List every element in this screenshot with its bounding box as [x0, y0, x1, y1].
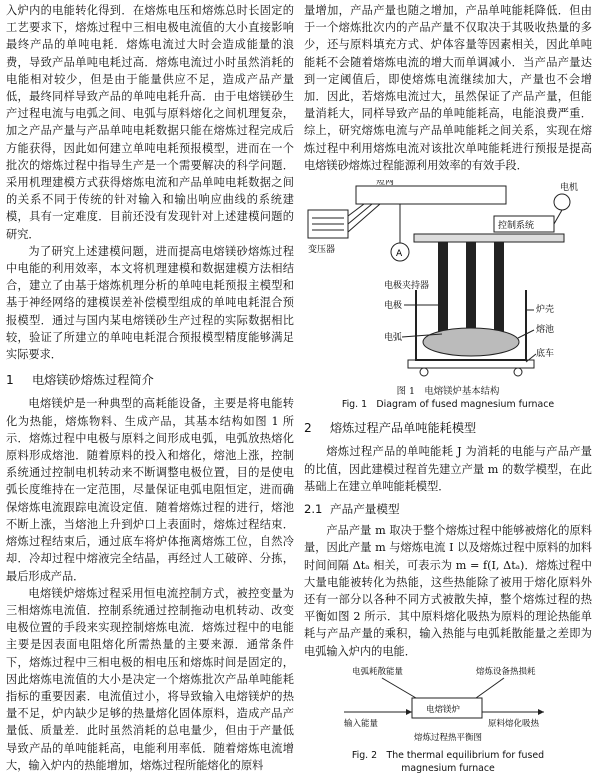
electrode-2	[466, 242, 476, 342]
figure-1	[304, 180, 592, 411]
paragraph-research-work: 为了研究上述建模问题，进而提高电熔镁砂熔炼过程中电能的利用效率，本文将机理建模和数据建模方法相结合，建立了由基于熔炼机理分析的单吨电耗预报主模型和基于神经网络的建模误差补偿模型组成的单吨电耗混合预报模型．通过与国内某电熔镁砂生产过程的实际数据相比较，验证了所建立的单吨电耗混合预报模型精度能够满足实际要求．	[6, 244, 294, 362]
right-column	[304, 2, 592, 775]
paragraph-furnace-intro: 电熔镁炉是一种典型的高耗能设备，主要是将电能转化为热能，熔炼物料、生成产品，其基本结构如图 1 所示．熔炼过程中电极与原料之间形成电弧，电弧放热熔化原料形成熔池．随着原料的投入和熔化，熔池上涨，控制系统通过控制电机转动来不断调整电极位置，目的是使电弧长度维持在一定范围，尽量保证电弧电阻恒定，进而确保熔炼电流跟踪电流设定值．随着熔炼过程的进行，熔池不断上涨，当熔池上升到炉口上表面时，熔炼过程结束．熔炼过程结束后，通过底车将炉体拖离熔炼工位，自然冷却．冷却过程中熔液完全结晶，再经过人工破碎、分拣，最后形成产品．	[6, 397, 294, 583]
section-2-1-heading	[304, 501, 592, 518]
label-clamp: 电极夹持器	[384, 281, 430, 292]
label-car: 底车	[536, 349, 555, 360]
figure-2-caption-en-1: Fig. 2 The thermal equilibrium for fused	[351, 750, 545, 762]
thermal-balance-diagram	[304, 664, 592, 744]
figure-2-inner-title: 熔炼过程热平衡图	[414, 732, 483, 743]
motor-icon	[554, 194, 570, 210]
short-network-frame	[356, 186, 506, 204]
section-2-1-title: 产品产量模型	[330, 502, 400, 517]
section-2-number: 2	[304, 421, 312, 436]
paragraph-control: 电熔镁炉熔炼过程采用恒电流控制方式，被控变量为三相熔炼电流值．控制系统通过控制拖动电机转动、改变电极位置的手段来实现控制熔炼电流．熔炼过程中的电能主要是因表面电阻熔化所需热量的主要来源．通常条件下，熔炼过程中三相电极的相电压和熔炼时间是固定的，因此熔炼电流值的大小是决定一个熔炼批次产品单吨能耗指标的重要因素．电流值过小，将导致输入电熔镁炉的热量不足，炉内缺少足够的热量熔化固体原料，造成产品产量低、质量差．此时虽然消耗的总电量少，但由于产量低导致产品的单吨能耗高，电能利用率低．随着熔炼电流增大，输入炉内的热能增加，熔炼过程所能熔化的原料	[6, 586, 294, 772]
label-equip-loss: 熔炼设备热损耗	[476, 666, 536, 677]
label-electrode: 电极	[384, 301, 403, 312]
label-arc-loss: 电弧耗散能量	[352, 666, 404, 677]
paragraph-intro-continued: 入炉内的电能转化得到．在熔炼电压和熔炼总时长固定的工艺要求下，熔炼过程中三相电极电流值的大小直接影响最终产品的单吨电耗．熔炼电流过大时会造成能量的浪费，导致产品单吨电耗过高．熔炼电流过小时虽然消耗的电能相对较少，但是由于能量供应不足，造成产品产量低，最终同样导致产品的单吨电耗升高．由于电熔镁砂生产过程电流与电弧之间、电弧与原料熔化之间机理复杂，加之产品产量与产品单吨电耗数据只能在熔炼过程完成后方能获得，因此如何建立单吨电耗预报模型，进而在一个批次的熔炼过程中指导生产是一个需要解决的科学问题．采用机理建模方式获得熔炼电流和产品单吨电耗数据之间的关系不同于传统的针对输入和输出响应曲线的系统建模，具有一定难度．目前还没有发现针对上述建模问题的研究．	[6, 4, 294, 241]
label-control-system: 控制系统	[498, 221, 535, 232]
label-motor: 电机	[560, 183, 579, 194]
label-pool: 熔池	[536, 325, 555, 336]
label-grid: 短网	[376, 180, 395, 188]
electrode-3	[494, 242, 504, 332]
molten-pool	[423, 328, 519, 356]
section-2-heading	[304, 420, 592, 437]
electrode-holder-bar	[414, 234, 564, 242]
label-arc: 电弧	[384, 333, 403, 344]
paragraph-section-2-1: 产品产量 m 取决于整个熔炼过程中能够被熔化的原料量，因此产量 m 与熔炼电流 I 以及熔炼过程中原料的加料时间间隔 Δtₐ 相关，可表示为 m = f(I, Δtₐ)．熔炼过程中大量电能被转化为热能，这些热能除了被用于熔化原料外还有一部分以各种不同方式被散失掉，整个熔炼过程的热平衡如图 2 所示．其中原料熔化吸热为原料的理论热能单耗与产品产量的乘积，输入热能与电弧耗散能量之差即为电弧输入炉内的电能．	[304, 524, 592, 658]
figure-1-caption-cn: 图 1 电熔镁炉基本结构	[396, 386, 500, 398]
figure-1-caption-en: Fig. 1 Diagram of fused magnesium furnace	[341, 399, 555, 411]
label-transformer: 变压器	[308, 245, 336, 256]
left-column	[6, 2, 294, 774]
electrode-1	[438, 242, 448, 332]
label-meter: A	[396, 249, 403, 260]
label-shell: 炉壳	[536, 305, 555, 316]
label-input: 输入能量	[344, 718, 379, 729]
furnace-diagram	[304, 180, 592, 380]
paragraph-continued: 量增加，产品产量也随之增加，产品单吨能耗降低．但由于一个熔炼批次内的产品产量不仅取决于其吸收热量的多少，还与原料填充方式、炉体容量等因素相关，因此单吨能耗不会随着熔炼电流的增大而单调减小．当产品产量达到一定阈值后，即使熔炼电流继续加大，产量也不会增加．因此，若熔炼电流过大，虽然保证了产品产量，但能量消耗大，同样导致产品的单吨能耗高，电能浪费严重．综上，研究熔炼电流与产品单吨能耗之间关系，实现在熔炼过程中利用熔炼电流对该批次单吨能耗进行预报是提高电熔镁砂熔炼过程能源利用效率的有效手段．	[304, 4, 592, 172]
figure-2	[304, 664, 592, 775]
section-2-title: 熔炼过程产品单吨能耗模型	[330, 421, 477, 436]
label-furnace: 电熔镁炉	[426, 704, 461, 715]
figure-2-caption-en-2: magnesium furnace	[401, 763, 495, 775]
bottom-car	[408, 360, 534, 368]
section-1-number: 1	[6, 373, 14, 388]
section-1-title: 电熔镁砂熔炼过程简介	[32, 373, 154, 388]
section-2-1-number: 2.1	[304, 502, 323, 517]
section-1-heading	[6, 372, 294, 389]
paragraph-section-2: 熔炼过程产品的单吨能耗 J 为消耗的电能与产品产量的比值，因此建模过程首先建立产量 m 的数学模型，在此基础上在建立单吨能耗模型．	[304, 445, 592, 493]
label-melt: 原料熔化吸热	[488, 718, 540, 729]
